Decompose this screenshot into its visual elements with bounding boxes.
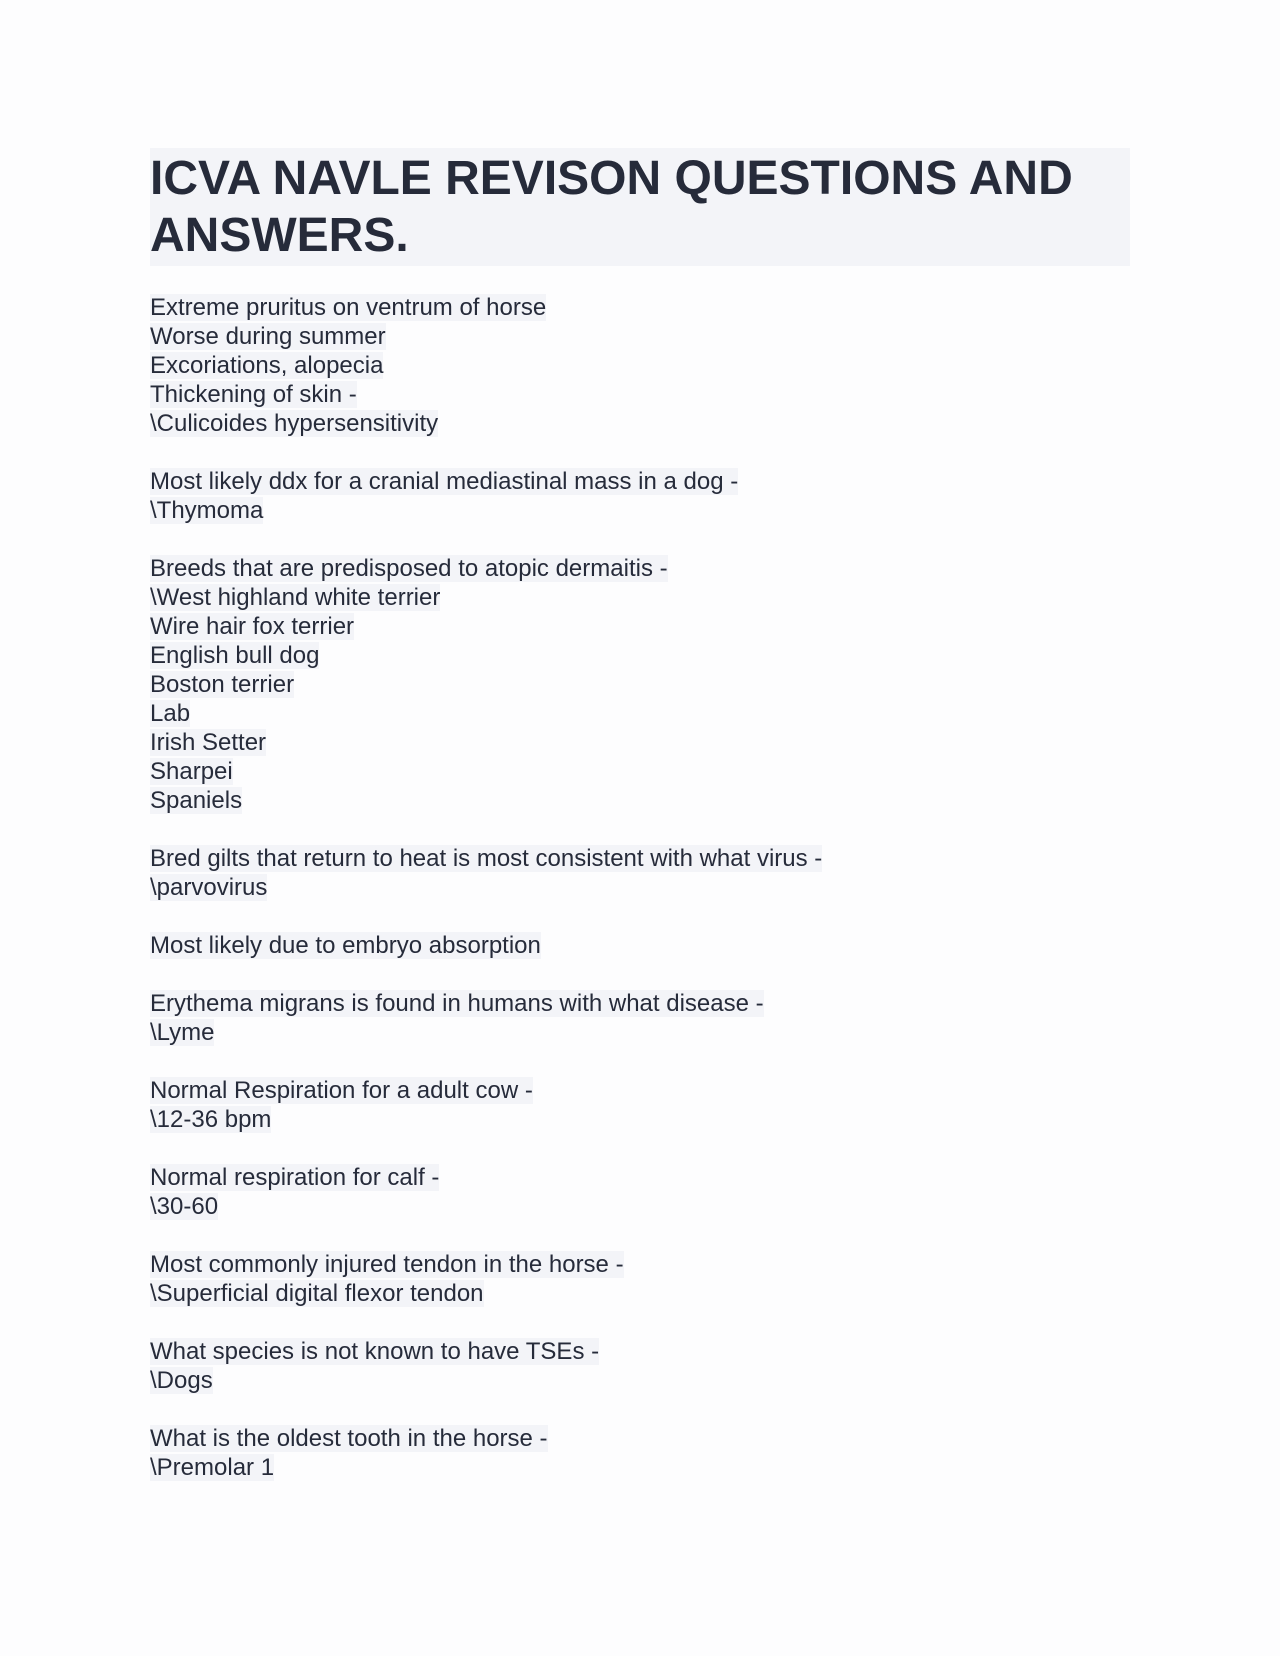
question-line — [150, 293, 1130, 322]
line-text: \Premolar 1 — [150, 1454, 275, 1481]
line-text: Boston terrier — [150, 671, 295, 698]
answer-line — [150, 670, 1130, 699]
qa-entry — [150, 467, 1130, 525]
answer-line — [150, 728, 1130, 757]
answer-line — [150, 380, 1130, 409]
line-text: Most commonly injured tendon in the horse - — [150, 1251, 624, 1278]
question-line — [150, 1424, 1130, 1453]
question-line — [150, 554, 1130, 583]
line-text: \Culicoides hypersensitivity — [150, 410, 439, 437]
line-text: Worse during summer — [150, 323, 386, 350]
line-text: \30-60 — [150, 1193, 219, 1220]
line-text: \12-36 bpm — [150, 1106, 272, 1133]
line-text: Erythema migrans is found in humans with what disease - — [150, 990, 764, 1017]
answer-line — [150, 641, 1130, 670]
qa-entry — [150, 554, 1130, 815]
question-line — [150, 467, 1130, 496]
qa-entry — [150, 1163, 1130, 1221]
line-text: Spaniels — [150, 787, 243, 814]
qa-entry — [150, 1424, 1130, 1482]
answer-line — [150, 1192, 1130, 1221]
qa-entry — [150, 1337, 1130, 1395]
answer-line — [150, 322, 1130, 351]
answer-line — [150, 409, 1130, 438]
question-line — [150, 1163, 1130, 1192]
qa-list — [150, 293, 1130, 1482]
line-text: Most likely due to embryo absorption — [150, 932, 541, 959]
answer-line — [150, 786, 1130, 815]
question-line — [150, 1337, 1130, 1366]
qa-entry — [150, 989, 1130, 1047]
answer-line — [150, 583, 1130, 612]
qa-entry — [150, 1076, 1130, 1134]
line-text: \parvovirus — [150, 874, 268, 901]
question-line — [150, 1076, 1130, 1105]
line-text: \West highland white terrier — [150, 584, 441, 611]
line-text: \Thymoma — [150, 497, 264, 524]
line-text: Normal respiration for calf - — [150, 1164, 440, 1191]
line-text: Breeds that are predisposed to atopic dermaitis - — [150, 555, 668, 582]
line-text: Bred gilts that return to heat is most consistent with what virus - — [150, 845, 823, 872]
line-text: Lab — [150, 700, 191, 727]
answer-line — [150, 612, 1130, 641]
qa-entry — [150, 1250, 1130, 1308]
line-text: \Dogs — [150, 1367, 213, 1394]
line-text: Most likely ddx for a cranial mediastinal mass in a dog - — [150, 468, 739, 495]
line-text: What is the oldest tooth in the horse - — [150, 1425, 548, 1452]
line-text: Sharpei — [150, 758, 233, 785]
answer-line — [150, 1453, 1130, 1482]
answer-line — [150, 496, 1130, 525]
line-text: Irish Setter — [150, 729, 267, 756]
answer-line — [150, 1279, 1130, 1308]
qa-entry — [150, 293, 1130, 438]
document-page — [150, 148, 1130, 1511]
answer-line — [150, 699, 1130, 728]
qa-entry — [150, 844, 1130, 902]
answer-line — [150, 873, 1130, 902]
answer-line — [150, 757, 1130, 786]
question-line — [150, 931, 1130, 960]
question-line — [150, 844, 1130, 873]
line-text: Normal Respiration for a adult cow - — [150, 1077, 533, 1104]
answer-line — [150, 351, 1130, 380]
answer-line — [150, 1105, 1130, 1134]
line-text: \Lyme — [150, 1019, 215, 1046]
line-text: Thickening of skin - — [150, 381, 357, 408]
question-line — [150, 989, 1130, 1018]
line-text: Extreme pruritus on ventrum of horse — [150, 294, 547, 321]
line-text: \Superficial digital flexor tendon — [150, 1280, 484, 1307]
answer-line — [150, 1018, 1130, 1047]
line-text: What species is not known to have TSEs - — [150, 1338, 600, 1365]
line-text: English bull dog — [150, 642, 320, 669]
line-text: Wire hair fox terrier — [150, 613, 355, 640]
line-text: Excoriations, alopecia — [150, 352, 384, 379]
answer-line — [150, 1366, 1130, 1395]
question-line — [150, 1250, 1130, 1279]
qa-entry — [150, 931, 1130, 960]
document-title: ICVA NAVLE REVISON QUESTIONS AND ANSWERS. — [150, 148, 1130, 266]
